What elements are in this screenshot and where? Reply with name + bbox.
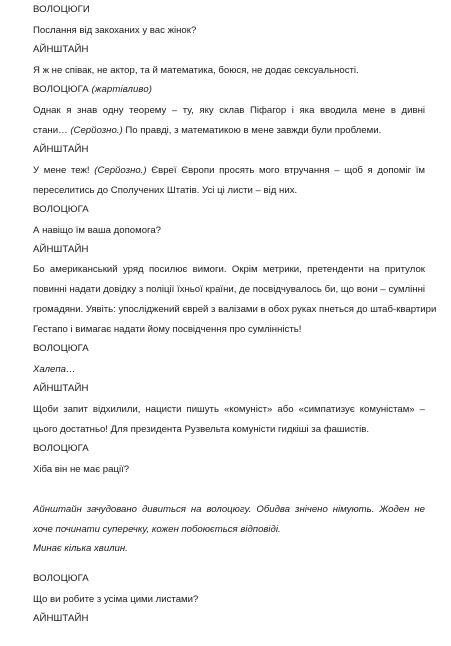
speaker-name: ВОЛОЦЮГА — [33, 204, 89, 215]
line-start: стани… — [33, 125, 68, 136]
dialogue-line: переселитись до Сполучених Штатів. Усі ці листи – від них. — [33, 185, 298, 196]
speaker-name: АЙНШТАЙН — [33, 383, 89, 394]
dialogue-line: Що ви робите з усіма цими листами? — [33, 594, 199, 605]
speaker-name: ВОЛОЦЮГА — [33, 443, 89, 454]
stage-note: (Серйозно.) — [70, 125, 123, 136]
dialogue-line: Я ж не співак, не актор, та й математика, боюся, не додає сексуальності. — [33, 65, 359, 76]
dialogue-line: Халепа… — [33, 364, 76, 375]
stage-direction: Минає кілька хвилин. — [33, 543, 128, 554]
speaker-name: ВОЛОЦЮГИ — [33, 4, 90, 15]
speaker-name: АЙНШТАЙН — [33, 144, 89, 155]
dialogue-line: Щоби запит відхилили, нацисти пишуть «комуніст» або «симпатизує комуністам» – — [33, 404, 425, 415]
stage-direction: Айнштайн зачудовано дивиться на волоцюгу. Обидва знічено німують. Жоден не — [33, 504, 425, 515]
speaker-name: АЙНШТАЙН — [33, 244, 89, 255]
dialogue-line: цього достатньо! Для президента Рузвельта комуністи гидкіші за фашистів. — [33, 424, 370, 435]
dialogue-line — [33, 125, 425, 137]
dialogue-line: громадяни. Уявіть: упосліджений єврей з валізами в обох руках пнеться до штаб-квартири — [33, 304, 437, 315]
dialogue-line: Хіба він не має рації? — [33, 464, 130, 475]
dialogue-line: Послання від закоханих у вас жінок? — [33, 25, 197, 36]
dialogue-line: Бо американський уряд посилює вимоги. Окрім метрики, претенденти на притулок — [33, 264, 425, 275]
dialogue-line: А навіщо їм ваша допомога? — [33, 225, 162, 236]
stage-note: (Серйозно.) — [94, 165, 147, 176]
stage-direction: хоче починати суперечку, кожен побоюється відповіді. — [33, 524, 281, 535]
line-rest: По правді, з математикою в мене завжди були проблеми. — [125, 125, 382, 136]
speaker-label: ВОЛОЦЮГА — [33, 84, 89, 95]
speaker-name: ВОЛОЦЮГА — [33, 573, 89, 584]
line-start: У мене теж! — [33, 165, 90, 176]
speaker-name: АЙНШТАЙН — [33, 613, 89, 624]
speaker-name: ВОЛОЦЮГА — [33, 343, 89, 354]
dialogue-line — [33, 165, 425, 177]
dialogue-line: Гестапо і вимагає надати йому посвідчення про сумлінність! — [33, 324, 302, 335]
line-rest: Євреї Європи просять мого втручання – щоб я допоміг їм — [151, 165, 426, 176]
dialogue-line: повинні надати довідку з поліції їхньої країни, де посвідчувалось би, що вони – сумлінні — [33, 284, 425, 295]
dialogue-line: Однак я знав одну теорему – ту, яку склав Піфагор і яка вводила мене в дивні — [33, 105, 425, 116]
stage-note: (жартівливо) — [91, 84, 153, 95]
speaker-name: АЙНШТАЙН — [33, 44, 89, 55]
speaker-name — [33, 84, 152, 96]
